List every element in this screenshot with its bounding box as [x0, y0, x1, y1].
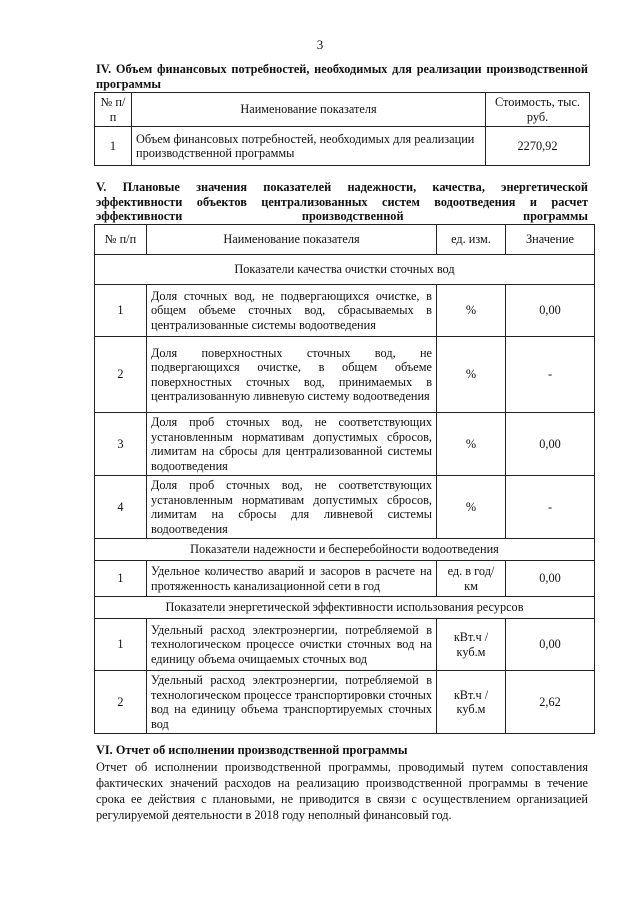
row-name: Удельное количество аварий и засоров в расчете на протяженность канализационной сети в год	[147, 561, 437, 597]
row-num: 1	[95, 127, 132, 166]
table-row	[95, 285, 595, 337]
row-value: 0,00	[506, 413, 595, 476]
section-6-heading: VI. Отчет об исполнении производственной программы	[96, 743, 408, 757]
indicators-table	[94, 224, 595, 734]
table-row	[95, 619, 595, 671]
section-5-heading: V. Плановые значения показателей надежности, качества, энергетической эффективности объектов централизованных систем водоотведения и расчет эффективности производственной программы	[96, 180, 588, 223]
row-name: Доля поверхностных сточных вод, не подвергающихся очистке, в общем объеме поверхностных сточных вод, принимаемых в централизованную ливневую систему водоотведения	[147, 337, 437, 413]
row-unit: кВт.ч / куб.м	[437, 671, 506, 734]
section-4-heading: IV. Объем финансовых потребностей, необходимых для реализации производственной программы	[96, 62, 588, 91]
row-num: 1	[95, 285, 147, 337]
header-unit: ед. изм.	[437, 225, 506, 255]
row-unit: %	[437, 337, 506, 413]
row-name: Доля проб сточных вод, не соответствующих установленным нормативам допустимых сбросов, лимитам на сбросы для централизованной системы водоотведения	[147, 413, 437, 476]
row-num: 1	[95, 619, 147, 671]
page-number: 3	[316, 37, 324, 52]
row-num: 2	[95, 671, 147, 734]
header-num: № п/п	[95, 93, 132, 127]
row-name: Доля проб сточных вод, не соответствующих установленным нормативам допустимых сбросов, лимитам на сбросы для ливневой системы водоотведения	[147, 476, 437, 539]
row-num: 2	[95, 337, 147, 413]
header-num: № п/п	[95, 225, 147, 255]
table-row	[95, 413, 595, 476]
table-row	[95, 127, 590, 166]
financial-needs-table	[94, 92, 590, 166]
row-unit: %	[437, 476, 506, 539]
table-row	[95, 671, 595, 734]
row-value: -	[506, 337, 595, 413]
group-title: Показатели надежности и бесперебойности водоотведения	[95, 539, 595, 561]
header-value: Значение	[506, 225, 595, 255]
row-num: 4	[95, 476, 147, 539]
section-6-paragraph: Отчет об исполнении производственной программы, проводимый путем сопоставления фактических значений расходов на реализацию производственной программы в течение срока ее действия с плановыми, не приводится в связи с осуществлением организацией регулируемой деятельности в 2018 году неполный финансовый год.	[96, 760, 588, 822]
header-name: Наименование показателя	[132, 93, 486, 127]
row-value: 2,62	[506, 671, 595, 734]
row-name: Удельный расход электроэнергии, потребляемой в технологическом процессе транспортировки сточных вод на единицу объема транспортируемых сточных вод	[147, 671, 437, 734]
row-value: 0,00	[506, 561, 595, 597]
group-title: Показатели энергетической эффективности использования ресурсов	[95, 597, 595, 619]
header-cost: Стоимость, тыс. руб.	[486, 93, 590, 127]
row-name: Объем финансовых потребностей, необходимых для реализации производственной программы	[132, 127, 486, 166]
row-unit: %	[437, 285, 506, 337]
row-value: 0,00	[506, 619, 595, 671]
table-row	[95, 476, 595, 539]
row-value: 0,00	[506, 285, 595, 337]
row-num: 3	[95, 413, 147, 476]
row-num: 1	[95, 561, 147, 597]
table-header-row	[95, 225, 595, 255]
table-row	[95, 337, 595, 413]
table-header-row	[95, 93, 590, 127]
row-unit: кВт.ч / куб.м	[437, 619, 506, 671]
header-name: Наименование показателя	[147, 225, 437, 255]
group-title: Показатели качества очистки сточных вод	[95, 255, 595, 285]
row-value: -	[506, 476, 595, 539]
table-row	[95, 561, 595, 597]
group-title-row	[95, 539, 595, 561]
row-value: 2270,92	[486, 127, 590, 166]
row-name: Доля сточных вод, не подвергающихся очистке, в общем объеме сточных вод, сбрасываемых в централизованные системы водоотведения	[147, 285, 437, 337]
group-title-row	[95, 255, 595, 285]
group-title-row	[95, 597, 595, 619]
row-unit: ед. в год/ км	[437, 561, 506, 597]
row-unit: %	[437, 413, 506, 476]
row-name: Удельный расход электроэнергии, потребляемой в технологическом процессе очистки сточных вод на единицу объема очищаемых сточных вод	[147, 619, 437, 671]
